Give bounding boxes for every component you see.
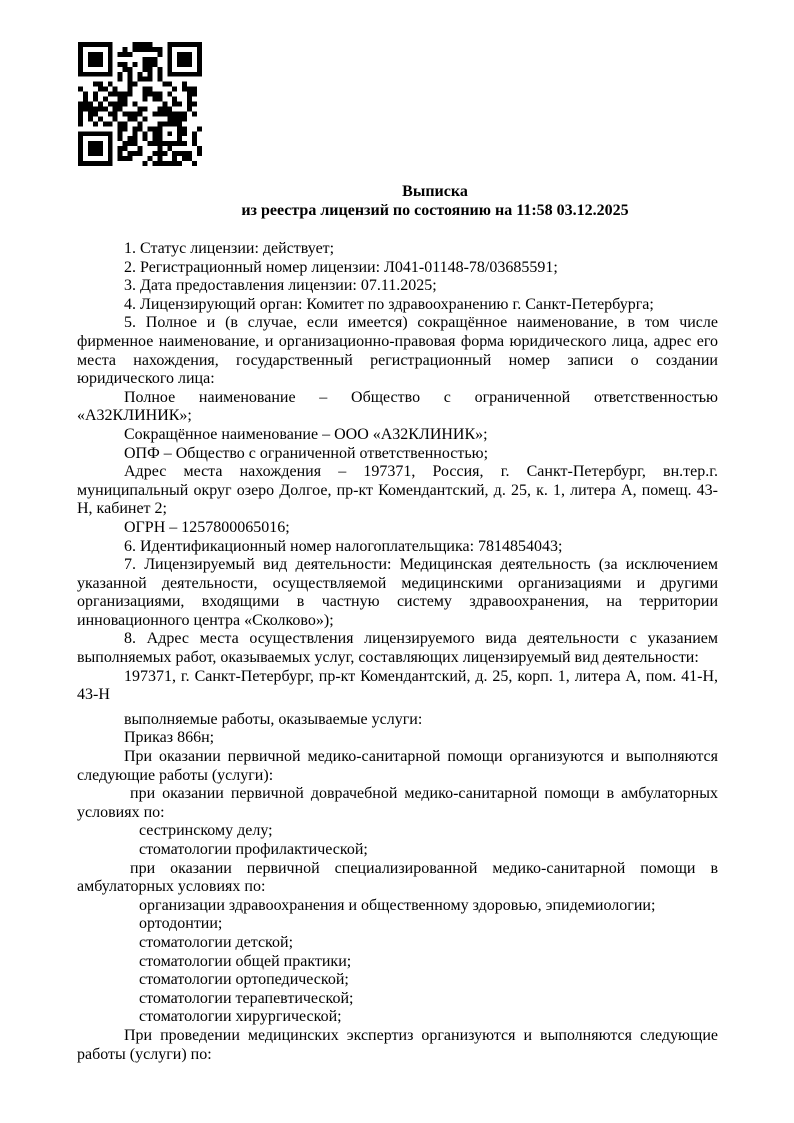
paragraph: 5. Полное и (в случае, если имеется) сокращённое наименование, в том числе фирменное наименование, и организационно-правовая форма юридического лица, адрес его места нахождения, государственный регистрационный номер записи о создании юридического лица: bbox=[77, 314, 718, 388]
paragraph: 8. Адрес места осуществления лицензируемого вида деятельности с указанием выполняемых работ, оказываемых услуг, составляющих лицензируемый вид деятельности: bbox=[77, 630, 718, 667]
paragraph: При оказании первичной медико-санитарной помощи организуются и выполняются следующие работы (услуги): bbox=[77, 748, 718, 784]
paragraph: стоматологии общей практики; bbox=[139, 952, 352, 970]
paragraph: стоматологии детской; bbox=[139, 933, 294, 951]
paragraph: ортодонтии; bbox=[139, 915, 223, 933]
paragraph: 3. Дата предоставления лицензии: 07.11.2025; bbox=[124, 277, 437, 295]
paragraph: выполняемые работы, оказываемые услуги: bbox=[124, 710, 423, 728]
document-title-line1: Выписка bbox=[402, 183, 468, 200]
paragraph: Адрес места нахождения – 197371, Россия, г. Санкт-Петербург, вн.тер.г. муниципальный округ озеро Долгое, пр-кт Комендантский, д. 25, к. 1, литера А, помещ. 43-Н, кабинет 2; bbox=[77, 463, 718, 518]
paragraph: при оказании первичной специализированной медико-санитарной помощи в амбулаторных условиях по: bbox=[77, 859, 718, 896]
paragraph: Сокращённое наименование – ООО «А32КЛИНИК»; bbox=[124, 425, 488, 443]
paragraph: стоматологии ортопедической; bbox=[139, 971, 349, 989]
document-title bbox=[115, 183, 755, 220]
paragraph: 197371, г. Санкт-Петербург, пр-кт Комендантский, д. 25, корп. 1, литера А, пом. 41-Н, 43-Н bbox=[77, 667, 718, 704]
paragraph: организации здравоохранения и общественному здоровью, эпидемиологии; bbox=[139, 896, 656, 914]
paragraph: ОПФ – Общество с ограниченной ответственностью; bbox=[124, 444, 489, 462]
paragraph: ОГРН – 1257800065016; bbox=[124, 518, 290, 536]
paragraph: При проведении медицинских экспертиз организуются и выполняются следующие работы (услуги) по: bbox=[77, 1026, 718, 1063]
document-body bbox=[77, 240, 718, 1064]
qr-code-icon bbox=[78, 42, 202, 166]
paragraph: 6. Идентификационный номер налогоплательщика: 7814854043; bbox=[124, 537, 563, 555]
paragraph: 7. Лицензируемый вид деятельности: Медицинская деятельность (за исключением указанной деятельности, осуществляемой медицинскими организациями и другими организациями, входящими в частную систему здравоохранения, на территории инновационного центра «Сколково»); bbox=[77, 556, 718, 629]
paragraph: стоматологии профилактической; bbox=[139, 841, 368, 858]
paragraph: стоматологии терапевтической; bbox=[139, 989, 354, 1007]
paragraph: 1. Статус лицензии: действует; bbox=[124, 240, 335, 257]
paragraph: стоматологии хирургической; bbox=[139, 1008, 342, 1026]
paragraph: сестринскому делу; bbox=[139, 822, 273, 840]
paragraph: при оказании первичной доврачебной медико-санитарной помощи в амбулаторных условиях по: bbox=[77, 785, 718, 821]
paragraph: Полное наименование – Общество с ограниченной ответственностью «А32КЛИНИК»; bbox=[77, 388, 718, 425]
paragraph: 2. Регистрационный номер лицензии: Л041-01148-78/03685591; bbox=[124, 258, 558, 276]
paragraph: Приказ 866н; bbox=[124, 729, 215, 747]
paragraph: 4. Лицензирующий орган: Комитет по здравоохранению г. Санкт-Петербурга; bbox=[124, 295, 654, 313]
document-title-line2: из реестра лицензий по состоянию на 11:58 03.12.2025 bbox=[241, 201, 629, 219]
